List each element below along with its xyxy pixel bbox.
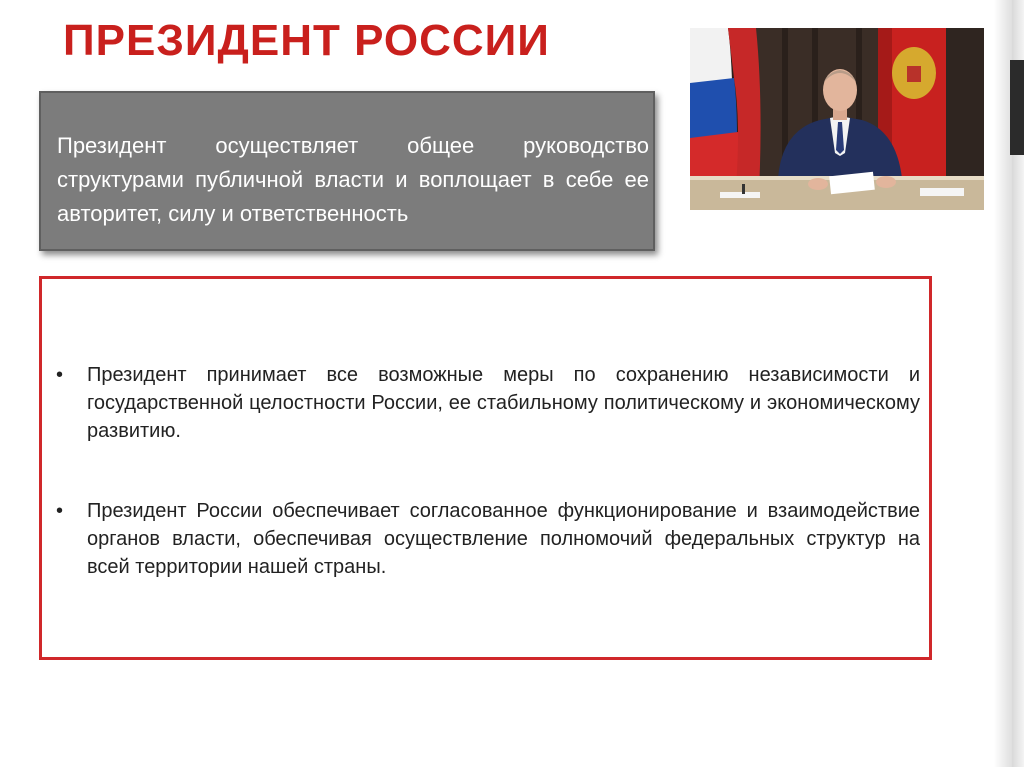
- president-photo: [690, 28, 984, 210]
- summary-box: [39, 91, 655, 251]
- bullet-text: Президент принимает все возможные меры по сохранению независимости и государственной целостности России, ее стабильному политическому и экономическому развитию.: [87, 364, 920, 442]
- bullet-marker: •: [56, 500, 64, 522]
- list-item: [56, 361, 920, 445]
- details-box: [39, 276, 932, 660]
- slide-title: ПРЕЗИДЕНТ РОССИИ: [63, 16, 550, 65]
- summary-text: Президент осуществляет общее руководство структурами публичной власти и воплощает в себе ее авторитет, силу и ответственность: [57, 133, 649, 226]
- bullet-marker: •: [56, 364, 64, 386]
- photo-illustration: [690, 28, 984, 210]
- list-item: [56, 497, 920, 581]
- bullet-list: [56, 361, 920, 581]
- right-edge-accent: [1010, 60, 1024, 155]
- bullet-text: Президент России обеспечивает согласованное функционирование и взаимодействие органов власти, обеспечивая осуществление полномочий федеральных структур на всей территории нашей страны.: [87, 500, 920, 578]
